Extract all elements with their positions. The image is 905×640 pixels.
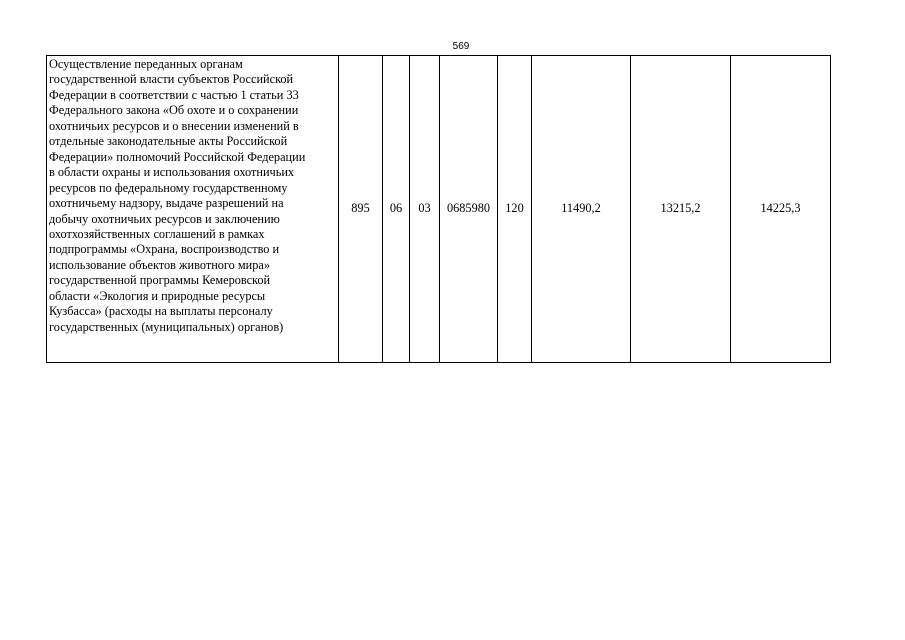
expense-type-cell: 120 (498, 56, 532, 363)
ministry-code-cell: 895 (339, 56, 383, 363)
amount-cell-2: 13215,2 (631, 56, 731, 363)
expense-description-cell: Осуществление переданных органам государственной власти субъектов Российской Федерации в соответствии с частью 1 статьи 33 Федерального закона «Об охоте и о сохранении охотничьих ресурсов и о внесении изменений в отдельные законодательные акты Российской Федерации» полномочий Российской Федерации в области охраны и использования охотничьих ресурсов по федеральному государственному охотничьему надзору, выдаче разрешений на добычу охотничьих ресурсов и заключению охотхозяйственных соглашений в рамках подпрограммы «Охрана, воспроизводство и использование объектов животного мира» государственной программы Кемеровской области «Экология и природные ресурсы Кузбасса» (расходы на выплаты персоналу государственных (муниципальных) органов) (47, 56, 339, 363)
budget-table (46, 55, 831, 363)
section-code-cell: 06 (383, 56, 410, 363)
subsection-code-cell: 03 (410, 56, 440, 363)
amount-cell-3: 14225,3 (731, 56, 831, 363)
amount-cell-1: 11490,2 (532, 56, 631, 363)
target-article-cell: 0685980 (440, 56, 498, 363)
table-row (47, 56, 831, 363)
page-number: 569 (452, 41, 470, 52)
